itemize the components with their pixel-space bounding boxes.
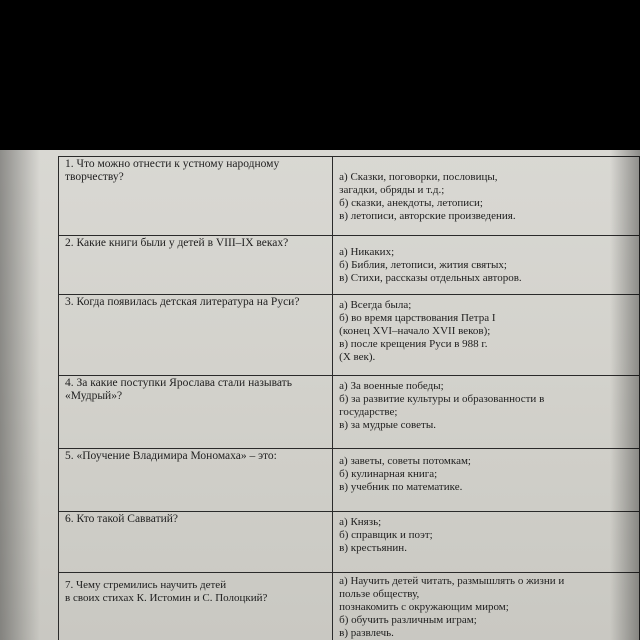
question-text: творчеству?: [65, 171, 124, 183]
answer-option: а) Научить детей читать, размышлять о жизни и: [339, 575, 565, 587]
answer-option: загадки, обряды и т.д.;: [339, 184, 445, 196]
question-text: 6. Кто такой Савватий?: [65, 513, 179, 525]
answer-option: б) справщик и поэт;: [339, 529, 433, 541]
answer-option: в) за мудрые советы.: [339, 419, 436, 431]
quiz-table: [58, 156, 640, 640]
table-row: [59, 449, 640, 512]
table-row: [59, 236, 640, 295]
answer-cell: [333, 157, 640, 236]
question-cell: [59, 295, 333, 376]
answer-option: пользе обществу,: [339, 588, 420, 600]
answer-option: а) заветы, советы потомкам;: [339, 455, 471, 467]
answer-option: а) Князь;: [339, 516, 382, 528]
answer-option: (конец XVI–начало XVII веков);: [339, 325, 491, 337]
table-row: [59, 512, 640, 573]
question-text: 2. Какие книги были у детей в VIII–IX веках?: [65, 237, 289, 249]
question-cell: [59, 376, 333, 449]
question-text: 7. Чему стремились научить детей: [65, 579, 227, 591]
answer-option: познакомить с окружающим миром;: [339, 601, 509, 613]
question-text: «Мудрый»?: [65, 390, 123, 402]
answer-cell: [333, 573, 640, 640]
question-text: 1. Что можно отнести к устному народному: [65, 158, 280, 170]
question-cell: [59, 573, 333, 640]
answer-cell: [333, 236, 640, 295]
question-text: 4. За какие поступки Ярослава стали называть: [65, 377, 292, 389]
answer-option: а) Всегда была;: [339, 299, 412, 311]
answer-option: в) развлечь.: [339, 627, 394, 639]
table-row: [59, 157, 640, 236]
answer-option: в) после крещения Руси в 988 г.: [339, 338, 488, 350]
question-text: 3. Когда появилась детская литература на Руси?: [65, 296, 300, 308]
answer-option: б) сказки, анекдоты, летописи;: [339, 197, 483, 209]
answer-option: б) за развитие культуры и образованности в: [339, 393, 545, 405]
answer-option: (X век).: [339, 351, 376, 363]
answer-option: в) Стихи, рассказы отдельных авторов.: [339, 272, 522, 284]
answer-cell: [333, 449, 640, 512]
answer-option: а) Никаких;: [339, 246, 395, 258]
answer-option: в) учебник по математике.: [339, 481, 463, 493]
table-row: [59, 573, 640, 640]
question-cell: [59, 449, 333, 512]
answer-option: в) крестьянин.: [339, 542, 407, 554]
table-row: [59, 376, 640, 449]
answer-option: а) Сказки, поговорки, пословицы,: [339, 171, 498, 183]
answer-cell: [333, 295, 640, 376]
answer-option: б) во время царствования Петра I: [339, 312, 496, 324]
answer-option: в) летописи, авторские произведения.: [339, 210, 516, 222]
answer-option: б) кулинарная книга;: [339, 468, 438, 480]
table-row: [59, 295, 640, 376]
answer-option: б) Библия, летописи, жития святых;: [339, 259, 507, 271]
answer-option: а) За военные победы;: [339, 380, 444, 392]
answer-option: государстве;: [339, 406, 398, 418]
question-cell: [59, 236, 333, 295]
question-cell: [59, 512, 333, 573]
question-text: в своих стихах К. Истомин и С. Полоцкий?: [65, 592, 268, 604]
answer-cell: [333, 376, 640, 449]
question-text: 5. «Поучение Владимира Мономаха» – это:: [65, 450, 277, 462]
answer-option: б) обучить различным играм;: [339, 614, 477, 626]
answer-cell: [333, 512, 640, 573]
question-cell: [59, 157, 333, 236]
document-page: [0, 150, 640, 640]
